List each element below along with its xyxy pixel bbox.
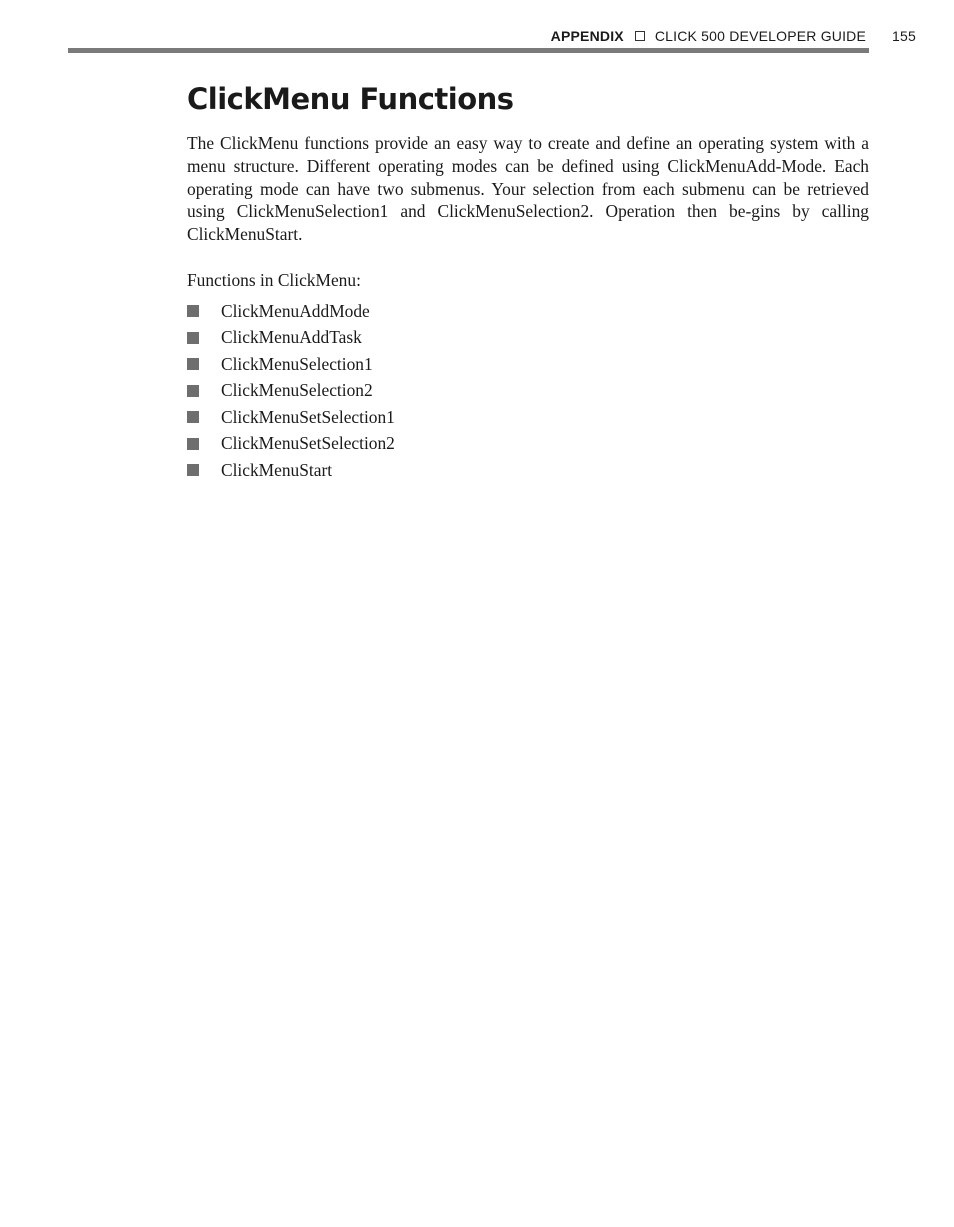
square-outline-icon [635,31,645,41]
function-name: ClickMenuSelection1 [221,353,373,374]
function-name: ClickMenuSetSelection2 [221,433,395,454]
function-name: ClickMenuSetSelection1 [221,406,395,427]
header-guide-title: CLICK 500 DEVELOPER GUIDE [654,28,867,44]
function-name: ClickMenuAddMode [221,300,370,321]
square-bullet-icon [187,332,199,344]
function-list [187,298,869,484]
list-item [187,351,869,378]
page-title: ClickMenu Functions [187,82,514,116]
list-item [187,324,869,351]
square-bullet-icon [187,305,199,317]
page-number: 155 [892,28,916,44]
page-content [187,78,869,483]
function-name: ClickMenuSelection2 [221,380,373,401]
intro-paragraph: The ClickMenu functions provide an easy way to create and define an operating system with a menu structure. Different operating modes can be defined using ClickMenuAdd-Mode. Each operating mode can have two submenus. Your selection from each submenu can be retrieved using ClickMenuSelection1 and ClickMenuSelection2. Operation then be-gins by calling ClickMenuStart. [187,133,869,245]
list-item [187,377,869,404]
square-bullet-icon [187,438,199,450]
list-item [187,457,869,484]
square-bullet-icon [187,358,199,370]
running-header [68,26,916,46]
list-intro: Functions in ClickMenu: [187,269,361,290]
header-section: APPENDIX [550,28,624,44]
square-bullet-icon [187,464,199,476]
list-item [187,430,869,457]
header-rule [68,48,869,53]
function-name: ClickMenuAddTask [221,327,362,348]
function-name: ClickMenuStart [221,459,333,480]
list-item [187,404,869,431]
list-item [187,298,869,325]
square-bullet-icon [187,411,199,423]
square-bullet-icon [187,385,199,397]
